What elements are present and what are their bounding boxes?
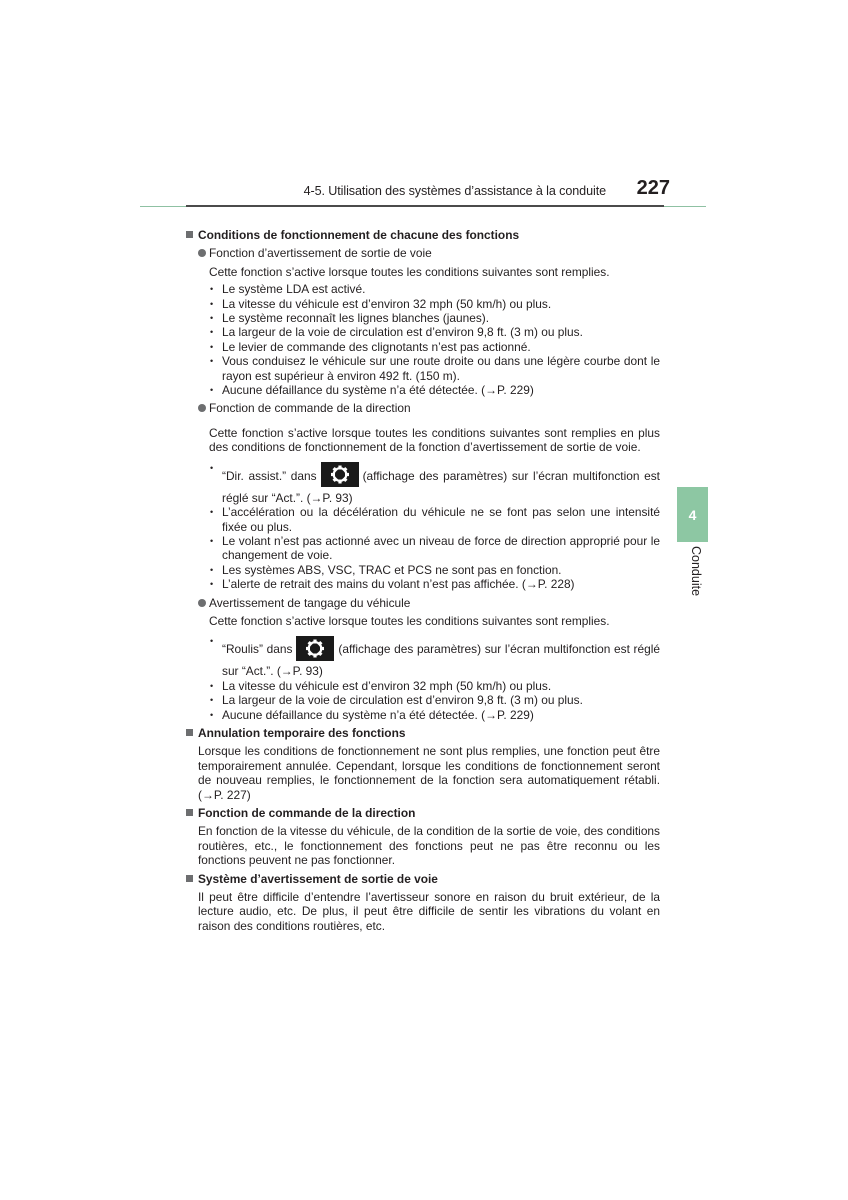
bullet-list [209, 461, 660, 592]
paragraph: Il peut être difficile d’entendre l’avertisseur sonore en raison du bruit extérieur, de la lecture audio, etc. De plus, il peut être difficile de sentir les vibrations du volant en raison des conditions routières, etc. [198, 890, 660, 933]
gear-icon [296, 636, 334, 661]
chapter-label: Conduite [689, 546, 703, 597]
page-number: 227 [636, 177, 670, 199]
list-item: • La vitesse du véhicule est d’environ 32 mph (50 km/h) ou plus. [209, 297, 660, 311]
subsection-heading: Fonction de commande de la direction [198, 401, 660, 415]
list-item: • La vitesse du véhicule est d’environ 32 mph (50 km/h) ou plus. [209, 679, 660, 693]
subsection-heading: Fonction d’avertissement de sortie de voie [198, 246, 660, 260]
list-item: • Le levier de commande des clignotants n’est pas actionné. [209, 340, 660, 354]
header-rule-accent [186, 205, 664, 207]
list-item: • La largeur de la voie de circulation est d’environ 9,8 ft. (3 m) ou plus. [209, 693, 660, 707]
list-item: • Vous conduisez le véhicule sur une route droite ou dans une légère courbe dont le rayon est supérieur à environ 492 ft. (150 m). [209, 354, 660, 383]
circle-bullet-icon [198, 599, 206, 607]
list-item: • Les systèmes ABS, VSC, TRAC et PCS ne sont pas en fonction. [209, 563, 660, 577]
gear-icon [321, 462, 359, 487]
chapter-tab [677, 487, 708, 542]
list-item: • “Dir. assist.” dans (affichage des paramètres) sur l’écran multifonction est réglé sur “Act.”. (→P. 93) [209, 461, 660, 505]
square-bullet-icon [186, 729, 193, 736]
bullet-list [209, 282, 660, 397]
list-item: • La largeur de la voie de circulation est d’environ 9,8 ft. (3 m) ou plus. [209, 325, 660, 339]
list-item: • Aucune défaillance du système n’a été détectée. (→P. 229) [209, 383, 660, 397]
circle-bullet-icon [198, 249, 206, 257]
list-item: • L’alerte de retrait des mains du volant n’est pas affichée. (→P. 228) [209, 577, 660, 591]
list-item: • Le système reconnaît les lignes blanches (jaunes). [209, 311, 660, 325]
paragraph: Cette fonction s’active lorsque toutes les conditions suivantes sont remplies en plus des conditions de fonctionnement de la fonction d’avertissement de sortie de voie. [209, 425, 660, 455]
list-item: • Le système LDA est activé. [209, 282, 660, 296]
paragraph: En fonction de la vitesse du véhicule, de la condition de la sortie de voie, des conditions routières, etc., le fonctionnement des fonctions peut ne pas être reconnu ou les fonctions peuvent ne pas fonctionner. [198, 824, 660, 868]
list-item: • Aucune défaillance du système n’a été détectée. (→P. 229) [209, 708, 660, 722]
circle-bullet-icon [198, 404, 206, 412]
square-bullet-icon [186, 875, 193, 882]
chapter-number: 4 [688, 506, 697, 523]
bullet-list [209, 634, 660, 722]
section-heading: Système d’avertissement de sortie de voie [186, 872, 660, 886]
list-item: • Le volant n’est pas actionné avec un niveau de force de direction approprié pour le changement de voie. [209, 534, 660, 563]
list-item: • L’accélération ou la décélération du véhicule ne se font pas selon une intensité fixée ou plus. [209, 505, 660, 534]
section-heading: Fonction de commande de la direction [186, 806, 660, 820]
page-header [140, 176, 706, 209]
section-heading: Annulation temporaire des fonctions [186, 726, 660, 740]
paragraph: Cette fonction s’active lorsque toutes les conditions suivantes sont remplies. [209, 613, 610, 628]
list-item: • “Roulis” dans (affichage des paramètres) sur l’écran multifonction est réglé sur “Act.”. (→P. 93) [209, 634, 660, 678]
paragraph: Lorsque les conditions de fonctionnement ne sont plus remplies, une fonction peut être temporairement annulée. Cependant, lorsque les conditions de fonctionnement seront de nouveau remplies, le fonctionnement de la fonction sera automatiquement rétabli. (→P. 227) [198, 744, 660, 802]
section-heading: Conditions de fonctionnement de chacune des fonctions [186, 228, 660, 242]
square-bullet-icon [186, 231, 193, 238]
square-bullet-icon [186, 809, 193, 816]
paragraph: Cette fonction s’active lorsque toutes les conditions suivantes sont remplies. [209, 264, 610, 279]
header-title: 4-5. Utilisation des systèmes d’assistance à la conduite [303, 184, 606, 198]
page-content [186, 228, 660, 933]
subsection-heading: Avertissement de tangage du véhicule [198, 596, 660, 610]
